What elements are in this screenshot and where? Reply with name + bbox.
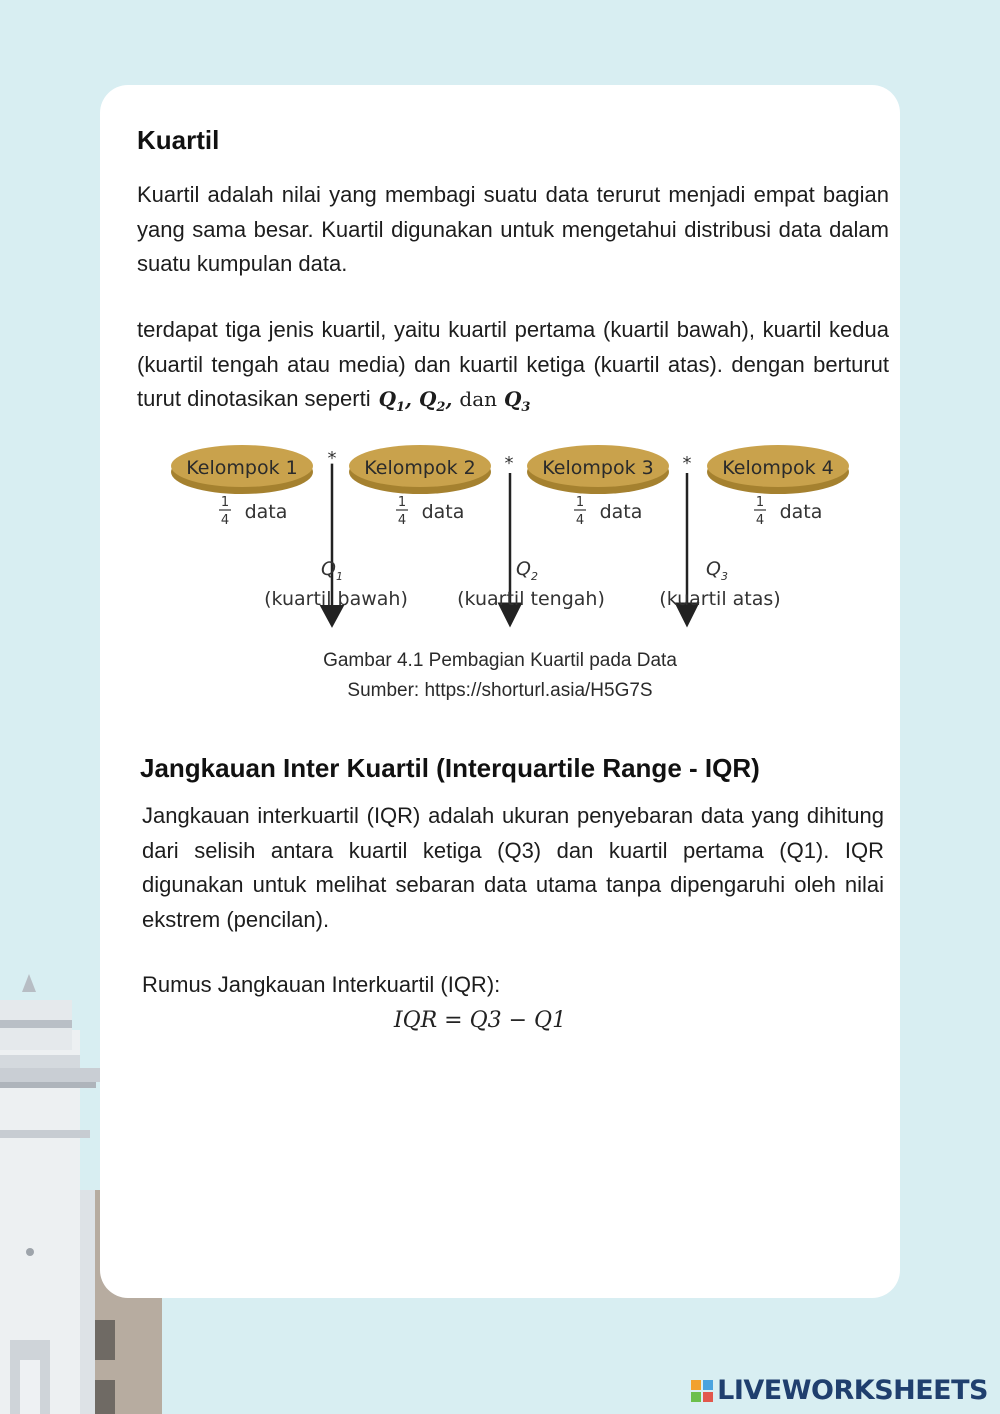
svg-text:data: data bbox=[421, 501, 465, 523]
svg-text:4: 4 bbox=[397, 513, 407, 528]
liveworksheets-logo-text: LIVEWORKSHEETS bbox=[717, 1375, 988, 1406]
svg-text:1: 1 bbox=[755, 495, 765, 510]
svg-text:4: 4 bbox=[575, 513, 585, 528]
kuartil-types-text: terdapat tiga jenis kuartil, yaitu kuartil pertama (kuartil bawah), kuartil kedua (kuartil tengah atau media) dan kuartil ketiga (kuartil atas). dengan berturut turut dinotasikan seperti bbox=[137, 317, 889, 411]
quartile-label-q1 bbox=[264, 558, 408, 610]
group-pill-1 bbox=[171, 445, 313, 494]
kuartil-heading: Kuartil bbox=[137, 125, 220, 155]
group-label-4: Kelompok 4 bbox=[722, 457, 834, 479]
svg-text:Q1: $Q_1$ bbox=[321, 558, 343, 583]
star-marker-3: * bbox=[682, 453, 692, 474]
svg-text:4: 4 bbox=[755, 513, 765, 528]
fraction-2 bbox=[396, 495, 464, 528]
group-pill-3 bbox=[527, 445, 669, 494]
group-label-1: Kelompok 1 bbox=[186, 457, 298, 479]
quartile-notation: $Q_1$, $Q_2$, dan $Q_3$ bbox=[378, 387, 531, 415]
quartile-diagram bbox=[170, 440, 860, 630]
svg-text:(kuartil tengah): (kuartil tengah) bbox=[457, 588, 605, 610]
figure-source: Sumber: https://shorturl.asia/H5G7S bbox=[347, 680, 653, 701]
svg-text:Q2: $Q_2$ bbox=[516, 558, 538, 583]
svg-text:data: data bbox=[779, 501, 823, 523]
svg-text:(kuartil bawah): (kuartil bawah) bbox=[264, 588, 408, 610]
fraction-4 bbox=[754, 495, 822, 528]
liveworksheets-logo-icon bbox=[691, 1380, 713, 1402]
quartile-label-q2 bbox=[457, 558, 605, 610]
kuartil-definition: Kuartil adalah nilai yang membagi suatu data terurut menjadi empat bagian yang sama besar. Kuartil digunakan untuk mengetahui distribusi data dalam suatu kumpulan data. bbox=[137, 182, 889, 276]
group-pill-2 bbox=[349, 445, 491, 494]
fraction-1 bbox=[219, 495, 287, 528]
svg-text:1: 1 bbox=[397, 495, 407, 510]
svg-text:data: data bbox=[244, 501, 288, 523]
svg-text:Q3: $Q_3$ bbox=[706, 558, 728, 583]
content-card bbox=[100, 85, 900, 1298]
svg-text:1: 1 bbox=[220, 495, 230, 510]
svg-text:4: 4 bbox=[220, 513, 230, 528]
group-label-2: Kelompok 2 bbox=[364, 457, 476, 479]
iqr-formula: IQR = Q3 − Q1 bbox=[393, 1008, 567, 1033]
iqr-definition: Jangkauan interkuartil (IQR) adalah ukuran penyebaran data yang dihitung dari selisih antara kuartil ketiga (Q3) dan kuartil pertama (Q1). IQR digunakan untuk melihat sebaran data utama tanpa dipengaruhi oleh nilai ekstrem (pencilan). bbox=[142, 803, 884, 932]
fraction-3 bbox=[574, 495, 642, 528]
kuartil-types-paragraph bbox=[137, 313, 889, 426]
svg-text:data: data bbox=[599, 501, 643, 523]
iqr-formula-label: Rumus Jangkauan Interkuartil (IQR): bbox=[142, 972, 501, 997]
group-label-3: Kelompok 3 bbox=[542, 457, 654, 479]
svg-text:(kuartil atas): (kuartil atas) bbox=[659, 588, 781, 610]
star-marker-1: * bbox=[327, 448, 337, 469]
liveworksheets-logo[interactable] bbox=[691, 1375, 988, 1406]
svg-text:1: 1 bbox=[575, 495, 585, 510]
quartile-label-q3 bbox=[659, 558, 780, 610]
star-marker-2: * bbox=[504, 453, 514, 474]
figure-caption: Gambar 4.1 Pembagian Kuartil pada Data bbox=[323, 650, 677, 671]
iqr-heading: Jangkauan Inter Kuartil (Interquartile Range - IQR) bbox=[140, 753, 760, 783]
group-pill-4 bbox=[707, 445, 849, 494]
